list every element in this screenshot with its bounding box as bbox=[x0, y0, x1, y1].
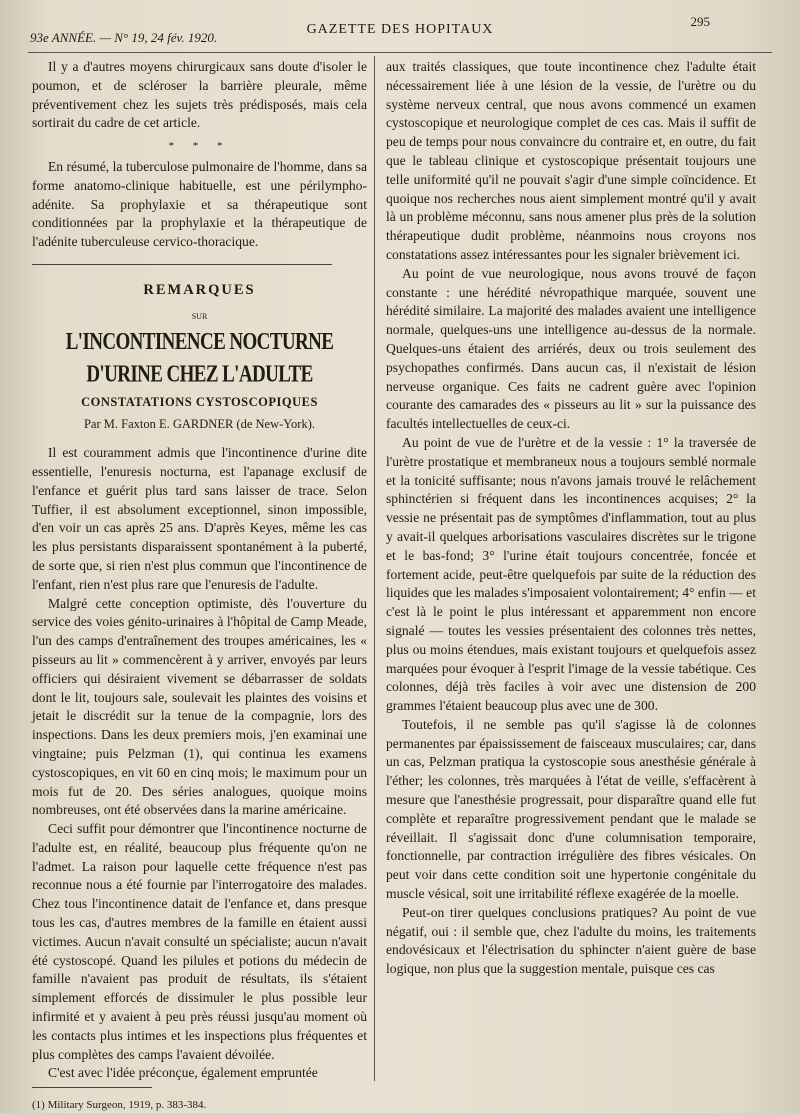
body-paragraph: Au point de vue de l'urètre et de la vessie : 1° la traversée de l'urètre prostatique et membraneux nous a toujours semblé normale et la tonicité suffisante; nous n'avons jamais trouvé le relâchement sphinctérien si fréquent dans les incontinences acquises; 2° la vessie ne présentait pas de symptômes d'inflammation, tout au plus y avait-il quelques arborisations vasculaires discrètes sur le trigone et le bas-fond; 3° l'urine était toujours concentrée, foncée et fortement acide, peut-être quelquefois par suite de la réduction des liquides que les malades s'imposaient volontairement; 4° enfin — et c'est là le point le plus intéressant et apparemment non encore signalé — toutes les vessies présentaient des colonnes très nettes, plus ou moins étendues, mais existant toujours et quelquefois assez marquées pour évoquer à l'esprit l'image de la vessie tabétique. Ces colonnes, déjà très faciles à voir avec une distension de 200 grammes l'étaient beaucoup plus avec une de 300. bbox=[386, 434, 756, 714]
body-paragraph: aux traités classiques, que toute incontinence chez l'adulte était nécessairement liée à une lésion de la vessie, de l'urètre ou du système nerveux central, que nous avons commencé un examen cystoscopique et neurologique complet de ces cas. Mais il suffit de peu de temps pour nous convaincre du contraire et, en outre, du fait que le tableau clinique et cystoscopique présentait toujours une telle uniformité qu'il ne pouvait s'agir d'une simple coïncidence. Et quoique nos recherches nous aient simplement montré qu'il y avait là un problème méconnu, sans nous amener plus près de la solution thérapeutique dudit problème, néanmoins nous croyons nos constatations assez intéressantes pour les signaler brièvement ici. bbox=[386, 59, 756, 262]
body-paragraph: Il est couramment admis que l'incontinence d'urine dite essentielle, l'enuresis nocturna, est l'apanage exclusif de l'enfance et guérit plus tard sans laisser de trace. Selon Tuffier, il est absolument exceptionnel, sinon impossible, d'en voir un cas après 25 ans. D'après Keyes, même les cas les plus persistants disparaissent spontanément à la puberté, de sorte que, si rien n'est plus commun que l'incontinence de l'enfant, rien n'est plus rare que l'enuresis de l'adulte. bbox=[32, 445, 367, 592]
article-subtitle: CONSTATATIONS CYSTOSCOPIQUES bbox=[81, 394, 318, 409]
asterisk-separator: * * * bbox=[168, 140, 231, 153]
journal-title: GAZETTE DES HOPITAUX bbox=[306, 22, 494, 37]
body-paragraph: Au point de vue neurologique, nous avons trouvé de façon constante : une hérédité névropathique marquée, souvent une hérédité similaire. La majorité des malades avaient une intelligence normale, quelques-uns une intelligence au-dessus de la normale. Quelques-uns étaient des arriérés, deux ou trois seulement des psychopathes confirmés. Dans aucun cas, il n'existait de lésion nerveuse organique. Ces faits ne cadrent guère avec l'opinion courante des camarades des « pisseurs au lit » sur la puissance des facultés intellectuelles de ceux-ci. bbox=[386, 265, 756, 432]
article-title: L'INCONTINENCE NOCTURNE D'URINE CHEZ L'ADULTE bbox=[65, 328, 334, 388]
footnote: (1) Military Surgeon, 1919, p. 383-384. bbox=[32, 1099, 207, 1112]
article-author: Par M. Faxton E. GARDNER (de New-York). bbox=[83, 417, 315, 432]
intro-paragraph: Il y a d'autres moyens chirurgicaux sans doute d'isoler le poumon, et de scléroser la barrière pleurale, même préventivement chez les sujets très prédisposés, mais cela sortirait du cadre de cet article. bbox=[32, 59, 367, 131]
page-number: 295 bbox=[690, 14, 710, 29]
sur-label: SUR bbox=[191, 311, 208, 321]
body-paragraph: Malgré cette conception optimiste, dès l'ouverture du service des voies génito-urinaires à l'hôpital de Camp Meade, l'un des camps d'entraînement des troupes américaines, les « pisseurs au lit » commencèrent à y arriver, envoyés par leurs officiers qui désiraient vivement se débarrasser de soldats dont le lit, toujours sale, soulevait les plaintes des voisins et jetait le discrédit sur la tenue de la compagnie, lors des inspections. Dans les deux premiers mois, j'en examinai une vingtaine; puis Pelzman (1), qui continua les examens cystoscopiques, en vit 60 en cinq mois; le maximum pour un mois fut de 20. Des séries analogues, quoique moins nombreuses, ont été observées dans la marine américaine. bbox=[32, 595, 367, 818]
section-rule bbox=[32, 264, 332, 265]
left-column bbox=[32, 58, 367, 1115]
body-paragraph: Ceci suffit pour démontrer que l'incontinence nocturne de l'adulte est, en réalité, beaucoup plus fréquente qu'on ne l'admet. La raison pour laquelle cette fréquence n'est pas reconnue nous a été fournie par l'interrogatoire des malades. Chez tous l'incontinence datait de l'enfance et, dans presque tous les cas, d'autres membres de la famille en étaient aussi victimes. Aucun n'avait consulté un spécialiste; aucun n'avait été cystoscopé. Quand les pilules et potions du médecin de famille n'avaient pas produit de résultats, ils s'étaient simplement efforcés de dissimuler le plus possible leur infirmité et y avaient à peu près réussi jusqu'au moment où les contacts plus intimes et les inspections plus fréquentes et plus complètes des camps l'avaient dévoilée. bbox=[32, 821, 367, 1062]
body-paragraph: Toutefois, il ne semble pas qu'il s'agisse là de colonnes permanentes par épaississement de faisceaux musculaires; car, dans un cas, Pelzman pratiqua la cystoscopie sous anesthésie générale à l'éther; les colonnes, très marquées à l'état de veille, s'effacèrent à mesure que l'anesthésie progressait, pour disparaître quand elle fut complète et reparaître progressivement pendant que le malade se réveillait. Il s'agissait donc d'une columnisation temporaire, fonctionnelle, par contraction irrégulière des fibres vésicales. On peut voir dans cette condition soit une hypertonie congénitale du muscle vésical, soit une irritabilité réflexe exagérée de la moelle. bbox=[386, 716, 756, 902]
body-paragraph: C'est avec l'idée préconçue, également empruntée bbox=[48, 1065, 318, 1081]
issue-info: 93e ANNÉE. — N° 19, 24 fév. 1920. bbox=[30, 30, 218, 45]
right-column bbox=[386, 58, 756, 979]
section-heading: REMARQUES bbox=[143, 281, 256, 298]
column-divider bbox=[374, 56, 375, 1081]
header-rule bbox=[28, 52, 772, 53]
body-paragraph: Peut-on tirer quelques conclusions pratiques? Au point de vue négatif, oui : il semble que, chez l'adulte du moins, les traitements endovésicaux et l'électrisation du sphincter n'aient guère de base logique, non plus que la suggestion mentale, puisque ces cas bbox=[386, 904, 756, 977]
footnote-rule bbox=[32, 1087, 152, 1088]
resume-paragraph: En résumé, la tuberculose pulmonaire de l'homme, dans sa forme anatomo-clinique habituelle, est une périlympho-adénite. Sa prophylaxie et sa thérapeutique sont conditionnées par la prophylaxie et la thérapeutique de l'adénite tuberculeuse cervico-thoracique. bbox=[32, 158, 367, 250]
